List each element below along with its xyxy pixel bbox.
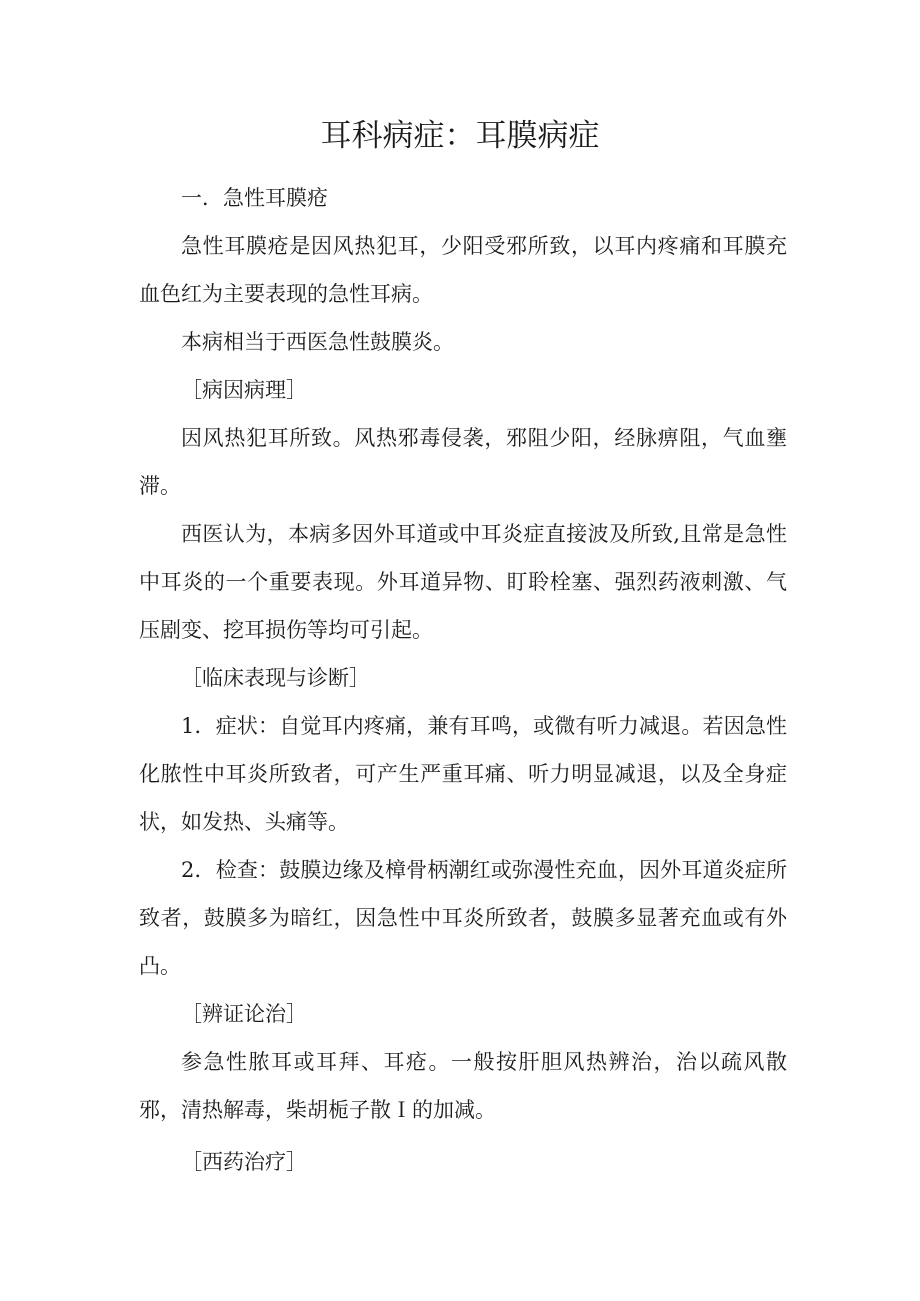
list-item-examination: 2．检查：鼓膜边缘及樟骨柄潮红或弥漫性充血，因外耳道炎症所致者，鼓膜多为暗红，因急性中耳炎所致者，鼓膜多显著充血或有外凸。	[139, 858, 787, 978]
paragraph-etiology-western: 西医认为，本病多因外耳道或中耳炎症直接波及所致,且常是急性中耳炎的一个重要表现。外耳道异物、盯聆栓塞、强烈药液刺激、气压剧变、挖耳损伤等均可引起。	[139, 522, 787, 642]
list-item-symptoms: 1．症状：自觉耳内疼痛，兼有耳鸣，或微有听力减退。若因急性化脓性中耳炎所致者，可产生严重耳痛、听力明显减退，以及全身症状，如发热、头痛等。	[139, 714, 787, 834]
paragraph-etiology-tcm: 因风热犯耳所致。风热邪毒侵袭，邪阻少阳，经脉痹阻，气血壅滞。	[139, 426, 787, 498]
page-title: 耳科病症：耳膜病症	[320, 118, 600, 154]
section-clinical-diagnosis: ［临床表现与诊断］	[181, 666, 370, 690]
section-syndrome-treatment: ［辨证论治］	[181, 1002, 307, 1026]
document-body	[139, 174, 787, 1186]
heading-acute-myringitis: 一．急性耳膜疮	[181, 186, 328, 210]
section-etiology-pathology: ［病因病理］	[181, 378, 307, 402]
paragraph-definition: 急性耳膜疮是因风热犯耳，少阳受邪所致，以耳内疼痛和耳膜充血色红为主要表现的急性耳病。	[139, 234, 787, 306]
paragraph-western-equivalent: 本病相当于西医急性鼓膜炎。	[181, 330, 454, 354]
paragraph-treatment: 参急性脓耳或耳拜、耳疮。一般按肝胆风热辨治，治以疏风散邪，清热解毒，柴胡栀子散Ｉ的加减。	[139, 1050, 787, 1122]
section-western-medicine: ［西药治疗］	[181, 1150, 307, 1174]
